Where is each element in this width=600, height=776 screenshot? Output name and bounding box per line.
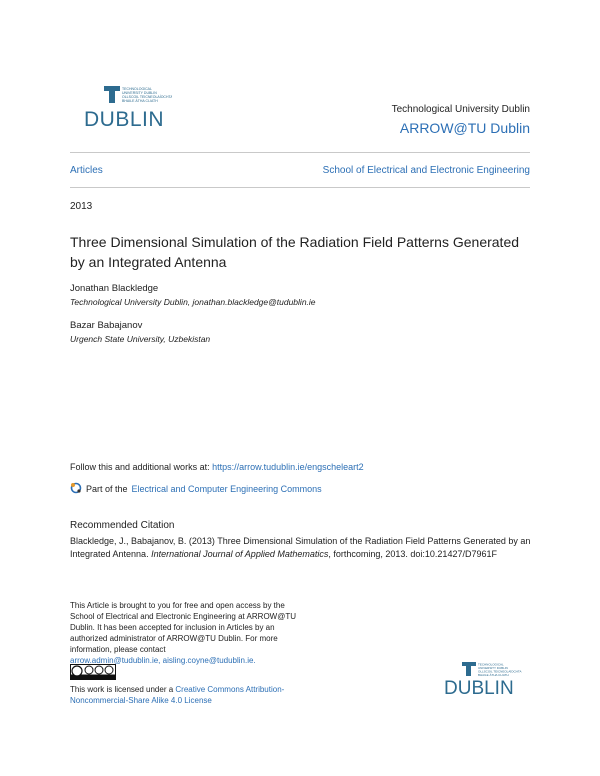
part-of-line (70, 482, 322, 496)
cc-license-badge[interactable] (70, 664, 116, 680)
logo-word: DUBLIN (444, 678, 514, 699)
publication-year: 2013 (70, 201, 93, 212)
logo-small-line-4: BHAILE ÁTHA CLIATH (122, 99, 158, 103)
logo-small-line-4: BHAILE ÁTHA CLIATH (478, 673, 509, 677)
contact-emails[interactable]: arrow.admin@tudublin.ie, aisling.coyne@tudublin.ie. (70, 656, 256, 665)
logo-small-line-1: TECHNOLOGICAL (122, 87, 152, 91)
follow-link[interactable]: https://arrow.tudublin.ie/engscheleart2 (212, 462, 364, 472)
journal-name: International Journal of Applied Mathematics (151, 549, 329, 559)
license-line (70, 684, 310, 706)
logo-small-line-1: TECHNOLOGICAL (478, 662, 504, 667)
repository-link[interactable]: ARROW@TU Dublin (399, 120, 530, 136)
author-name: Jonathan Blackledge (70, 283, 159, 294)
logo-word: DUBLIN (84, 108, 165, 131)
author-affiliation: Technological University Dublin, jonathan.blackledge@tudublin.ie (70, 297, 316, 307)
breadcrumb-school[interactable]: School of Electrical and Electronic Engineering (322, 165, 530, 176)
logo-small-line-2: UNIVERSITY DUBLIN (478, 666, 508, 670)
part-of-prefix: Part of the (86, 484, 128, 494)
breadcrumb-divider (70, 187, 530, 188)
author-affiliation: Urgench State University, Uzbekistan (70, 334, 211, 344)
breadcrumb-articles[interactable]: Articles (70, 165, 103, 176)
license-prefix: This work is licensed under a (70, 685, 176, 694)
commons-link[interactable]: Electrical and Computer Engineering Commons (131, 484, 322, 494)
author-name: Bazar Babajanov (70, 320, 143, 331)
follow-prefix: Follow this and additional works at: (70, 462, 213, 472)
access-notice (70, 600, 310, 666)
citation-text-end: , forthcoming, 2013. doi:10.21427/D7961F (328, 549, 497, 559)
logo-small-line-2: UNIVERSITY DUBLIN (122, 91, 157, 95)
tu-dublin-logo-footer (444, 662, 530, 706)
network-icon (70, 482, 82, 496)
recommended-citation (70, 535, 540, 561)
article-title: Three Dimensional Simulation of the Radiation Field Patterns Generated by an Integrated Antenna (70, 234, 520, 270)
logo-small-line-3: OLLSCOIL TEICNEOLAÍOCHTA (122, 95, 172, 99)
institution-name: Technological University Dublin (391, 104, 530, 115)
tu-dublin-logo (82, 82, 172, 134)
citation-text: Blackledge, J., Babajanov, B. (2013) Three Dimensional Simulation of the Radiation Field Patterns Generated by an Integrated Antenna. (70, 536, 531, 559)
notice-text: This Article is brought to you for free and open access by the School of Electrical and Electronic Engineering at ARROW@TU Dublin. It has been accepted for inclusion in Articles by an authorized administrator of ARROW@TU Dublin. For more information, please contact (70, 601, 296, 654)
header-divider (70, 152, 530, 153)
license-link[interactable]: Creative Commons Attribution-Noncommercial-Share Alike 4.0 License (70, 685, 285, 705)
recommended-citation-heading: Recommended Citation (70, 520, 175, 531)
logo-small-line-3: OLLSCOIL TEICNEOLAÍOCHTA (478, 669, 522, 674)
follow-line (70, 462, 364, 472)
